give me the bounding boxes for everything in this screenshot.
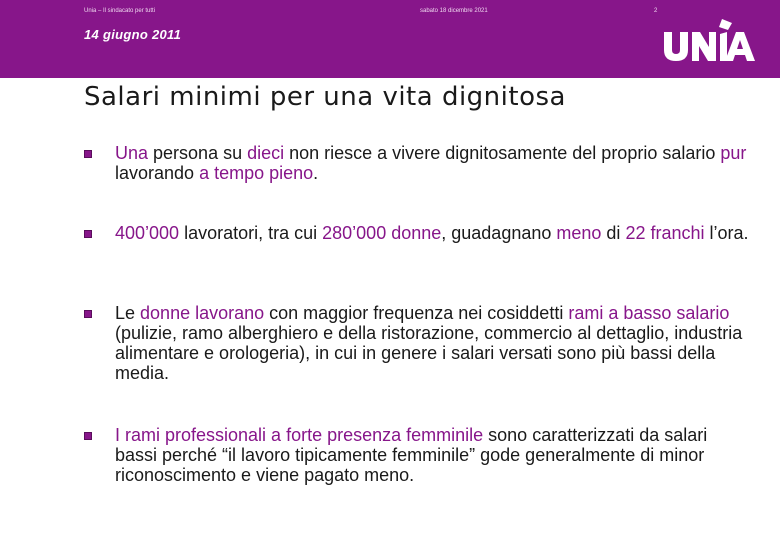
bullet-text	[115, 223, 754, 243]
bullet-segment: donne lavorano	[140, 303, 265, 323]
bullet-segment: l’ora.	[704, 223, 749, 243]
header-bar	[0, 0, 780, 78]
slide-title: Salari minimi per una vita dignitosa	[84, 82, 566, 112]
bullet-text	[115, 425, 754, 485]
bullet-segment: 280’000 donne	[322, 223, 442, 243]
bullet-item	[84, 223, 754, 243]
bullet-segment: a tempo pieno	[199, 163, 314, 183]
bullet-segment: , guadagnano	[441, 223, 557, 243]
square-bullet-icon	[84, 432, 92, 440]
square-bullet-icon	[84, 310, 92, 318]
square-bullet-icon	[84, 150, 92, 158]
header-tab-notch	[83, 56, 104, 77]
bullet-segment: (pulizie, ramo alberghiero e della ristorazione, commercio al dettaglio, industria alimentare e orologeria), in cui in genere i salari versati sono più bassi della media.	[115, 323, 743, 383]
square-bullet-icon	[84, 230, 92, 238]
bullet-segment: lavoratori, tra cui	[179, 223, 323, 243]
header-meta-left: Unia – Il sindacato per tutti	[84, 8, 156, 14]
bullet-item	[84, 303, 754, 383]
bullet-segment: rami a basso salario	[568, 303, 730, 323]
bullet-segment: .	[313, 163, 319, 183]
bullet-segment: non riesce a vivere dignitosamente del proprio salario	[284, 143, 721, 163]
bullet-segment: pur	[720, 143, 747, 163]
bullet-segment: sono caratterizzati da salari bassi perché “il lavoro tipicamente femminile” gode generalmente di minor riconoscimento e viene pagato meno.	[115, 425, 708, 485]
bullet-segment: I rami professionali a forte presenza femminile	[115, 425, 484, 445]
bullet-segment: Una	[115, 143, 149, 163]
bullet-segment: dieci	[247, 143, 285, 163]
bullet-segment: 22 franchi	[625, 223, 705, 243]
bullet-segment: meno	[556, 223, 602, 243]
bullet-segment: 400’000	[115, 223, 180, 243]
page-number: 2	[654, 8, 658, 14]
bullet-segment: Le	[115, 303, 141, 323]
bullet-item	[84, 425, 754, 485]
bullet-item	[84, 143, 754, 183]
bullet-text	[115, 143, 754, 183]
presentation-date: 14 giugno 2011	[84, 27, 182, 42]
bullet-text	[115, 303, 754, 383]
bullet-segment: di	[601, 223, 626, 243]
bullet-segment: persona su	[148, 143, 248, 163]
bullet-segment: con maggior frequenza nei cosiddetti	[264, 303, 569, 323]
bullet-segment: lavorando	[115, 163, 200, 183]
unia-logo	[662, 18, 757, 62]
header-meta-date: sabato 18 dicembre 2021	[420, 8, 488, 14]
